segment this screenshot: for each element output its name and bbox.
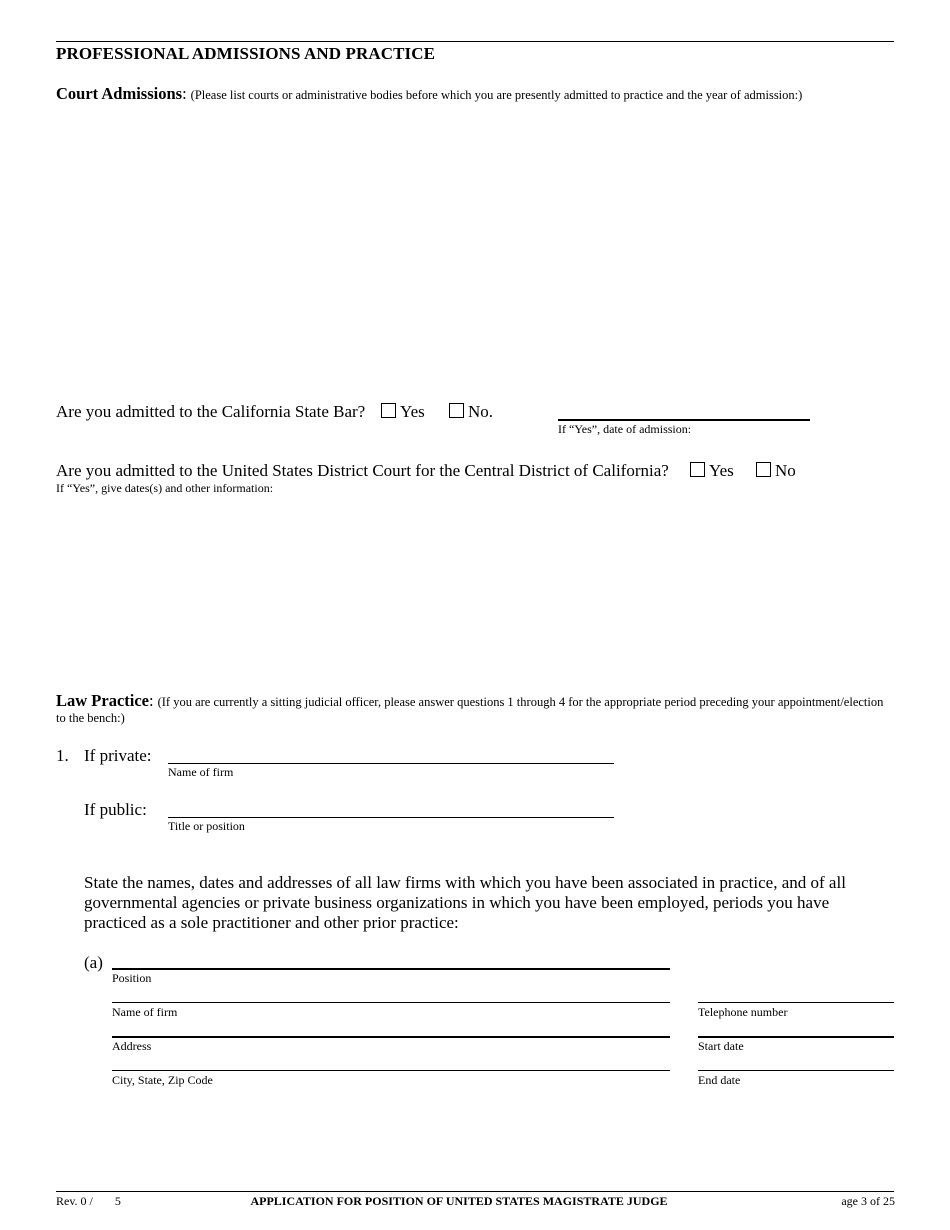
- entry-a-position-caption: Position: [112, 971, 152, 985]
- district-court-answer-area[interactable]: [56, 500, 898, 684]
- district-court-yes-checkbox[interactable]: [690, 462, 705, 477]
- footer-page-number: age 3 of 25: [841, 1194, 895, 1208]
- entry-a-phone-input[interactable]: [698, 984, 894, 1003]
- ca-bar-date-input[interactable]: [558, 401, 810, 421]
- ca-bar-no-label: No.: [468, 402, 494, 421]
- district-court-no-option[interactable]: [756, 461, 796, 481]
- district-court-no-checkbox[interactable]: [756, 462, 771, 477]
- top-rule: [56, 41, 894, 42]
- district-court-yes-option[interactable]: [690, 461, 734, 481]
- court-admissions-answer-area[interactable]: [56, 110, 898, 394]
- title-position-caption: Title or position: [168, 819, 245, 833]
- law-practice-label: Law Practice: [56, 691, 149, 710]
- entry-a-city-caption: City, State, Zip Code: [112, 1073, 213, 1087]
- entry-a-city-input[interactable]: [112, 1052, 670, 1071]
- section-title: PROFESSIONAL ADMISSIONS AND PRACTICE: [56, 44, 436, 63]
- ca-bar-yes-option[interactable]: [381, 402, 425, 422]
- title-position-input[interactable]: [168, 799, 614, 818]
- firm-name-caption: Name of firm: [168, 765, 234, 779]
- entry-a-marker: (a): [84, 953, 103, 972]
- ca-bar-question-row: [56, 402, 365, 422]
- court-admissions-label: Court Admissions: [56, 84, 183, 103]
- practice-history-statement: State the names, dates and addresses of all law firms with which you have been associated in practice, and of all governmental agencies or private business organizations in which you have been employed, periods you have practiced as a sole practitioner and other prior practice:: [84, 873, 846, 932]
- entry-a-firm-input[interactable]: [112, 984, 670, 1003]
- question-number: 1.: [56, 746, 69, 765]
- district-court-yes-label: Yes: [709, 461, 734, 480]
- entry-a-firm-caption: Name of firm: [112, 1005, 178, 1019]
- court-admissions-header: Court Admissions: (Please list courts or administrative bodies before which you are presently admitted to practice and the year of admission:): [56, 84, 803, 103]
- entry-a-start-caption: Start date: [698, 1039, 744, 1053]
- footer-rule: [56, 1191, 894, 1192]
- entry-a-address-input[interactable]: [112, 1018, 670, 1038]
- if-private-label: If private:: [84, 746, 152, 765]
- footer-title: APPLICATION FOR POSITION OF UNITED STATES MAGISTRATE JUDGE: [250, 1194, 668, 1208]
- district-court-followup: If “Yes”, give dates(s) and other information:: [56, 481, 274, 495]
- district-court-question: Are you admitted to the United States District Court for the Central District of California?: [56, 461, 669, 480]
- entry-a-phone-caption: Telephone number: [698, 1005, 788, 1019]
- entry-a-position-input[interactable]: [112, 950, 670, 970]
- ca-bar-yes-checkbox[interactable]: [381, 403, 396, 418]
- entry-a-end-caption: End date: [698, 1073, 741, 1087]
- footer-rev: Rev. 0 / 5: [56, 1194, 121, 1208]
- if-public-label: If public:: [84, 800, 147, 819]
- ca-bar-date-caption: If “Yes”, date of admission:: [558, 422, 692, 436]
- ca-bar-yes-label: Yes: [400, 402, 425, 421]
- ca-bar-no-option[interactable]: [449, 402, 493, 422]
- court-admissions-instruction: (Please list courts or administrative bodies before which you are presently admitted to practice and the year of admission:): [190, 88, 803, 102]
- ca-bar-question: Are you admitted to the California State Bar?: [56, 402, 366, 421]
- district-court-no-label: No: [775, 461, 796, 480]
- ca-bar-no-checkbox[interactable]: [449, 403, 464, 418]
- law-practice-header: Law Practice: (If you are currently a sitting judicial officer, please answer questions 1 through 4 for the appropriate period preceding your appointment/election to the bench:): [56, 691, 884, 725]
- entry-a-end-input[interactable]: [698, 1052, 894, 1071]
- law-practice-instruction: (If you are currently a sitting judicial officer, please answer questions 1 through 4 for the appropriate period preceding your appointment/election to the bench:): [56, 695, 884, 725]
- entry-a-address-caption: Address: [112, 1039, 152, 1053]
- entry-a-start-input[interactable]: [698, 1018, 894, 1038]
- firm-name-input[interactable]: [168, 745, 614, 764]
